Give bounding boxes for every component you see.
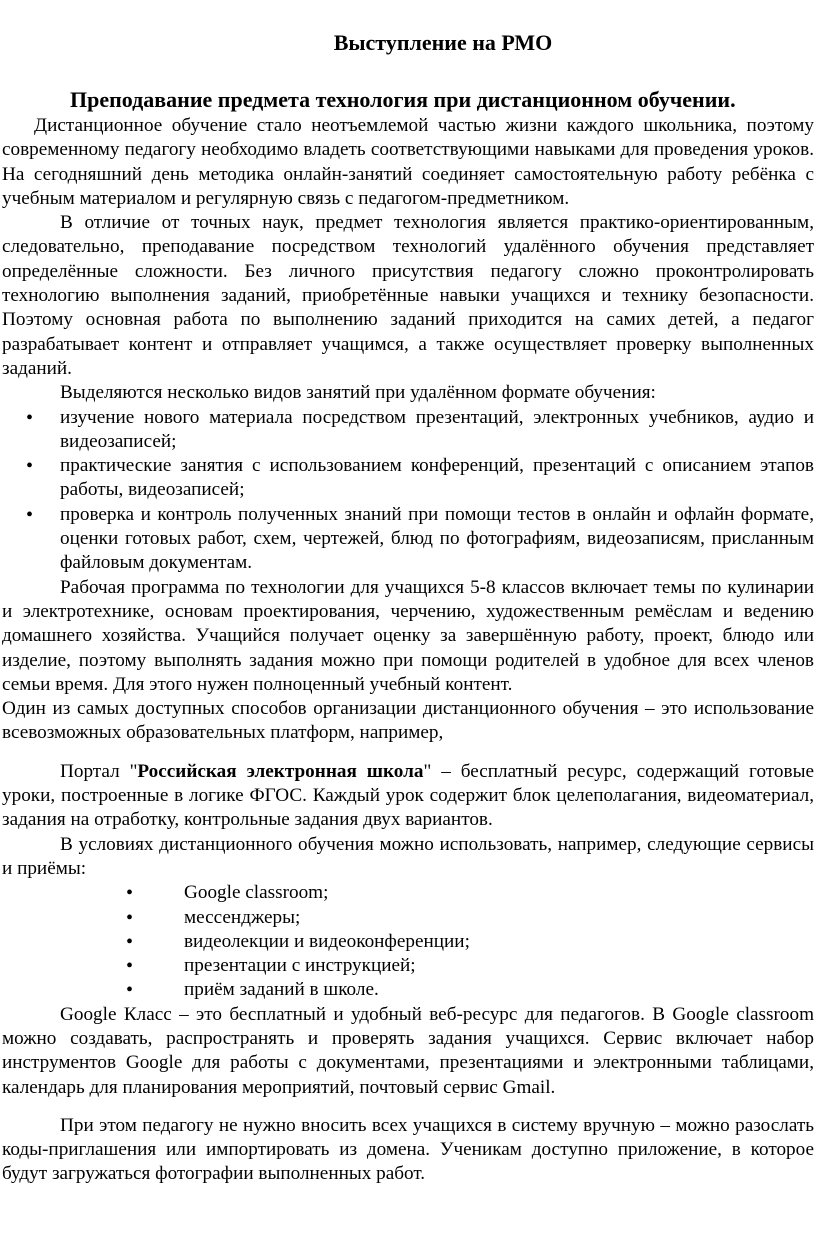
- portal-text-before: Портал ": [60, 760, 138, 782]
- paragraph-6: [2, 760, 814, 833]
- paragraph-9: При этом педагогу не нужно вносить всех учащихся в систему вручную – можно разослать коды-приглашения или импортировать из домена. Ученикам доступно приложение, в которое будут загружаться фотографии выполненных работ.: [2, 1114, 814, 1185]
- list-item: • Google classroom;: [2, 881, 814, 905]
- list-item: • презентации с инструкцией;: [2, 954, 814, 978]
- portal-text-after: " – бесплатный ресурс, содержащий готовые уроки, построенные в логике ФГОС. Каждый урок содержит блок целеполагания, видеоматериал, задания на отработку, контрольные задания двух вариантов.: [2, 760, 814, 831]
- document-subtitle: Преподавание предмета технология при дистанционном обучении.: [70, 87, 736, 112]
- portal-name: Российская электронная школа: [137, 760, 424, 782]
- list-item: • мессенджеры;: [2, 906, 814, 930]
- paragraph-2: В отличие от точных наук, предмет технология является практико-ориентированным, следовательно, преподавание посредством технологий удалённого обучения представляет определённые сложности. Без личного присутствия педагогу сложно проконтролировать технологию выполнения заданий, приобретённые навыки учащихся и технику безопасности. Поэтому основная работа по выполнению заданий приходится на самих детей, а педагог разрабатывает контент и отправляет учащимся, а также осуществляет проверку выполненных заданий.: [2, 212, 814, 379]
- page-title: Выступление на РМО: [333, 30, 553, 55]
- paragraph-1: Дистанционное обучение стало неотъемлемой частью жизни каждого школьника, поэтому современному педагогу необходимо владеть соответствующими навыками для проведения уроков. На сегодняшний день методика онлайн-занятий соединяет самостоятельную работу ребёнка с учебным материалом и регулярную связь с педагогом-предметником.: [2, 115, 814, 209]
- list-item: • приём заданий в школе.: [2, 978, 814, 1002]
- paragraph-7: В условиях дистанционного обучения можно использовать, например, следующие сервисы и приёмы:: [2, 833, 814, 879]
- paragraph-4: Рабочая программа по технологии для учащихся 5-8 классов включает темы по кулинарии и электротехнике, основам проектирования, черчению, художественным ремёслам и ведению домашнего хозяйства. Учащийся получает оценку за завершённую работу, проект, блюдо или изделие, поэтому выполнять задания можно при помощи родителей в удобное для всех членов семьи время. Для этого нужен полноценный учебный контент.: [2, 576, 814, 695]
- list-item: • изучение нового материала посредством презентаций, электронных учебников, аудио и видеозаписей;: [2, 406, 814, 455]
- paragraph-8: Google Класс – это бесплатный и удобный веб-ресурс для педагогов. В Google classroom можно создавать, распространять и проверять задания учащихся. Сервис включает набор инструментов Google для работы с документами, презентациями и электронными таблицами, календарь для планирования мероприятий, почтовый сервис Gmail.: [2, 1003, 814, 1098]
- list-item: • видеолекции и видеоконференции;: [2, 930, 814, 954]
- list-item: • проверка и контроль полученных знаний при помощи тестов в онлайн и офлайн формате, оценки готовых работ, схем, чертежей, блюд по фотографиям, видеозаписям, присланным файловым документам.: [2, 503, 814, 576]
- services-list: [2, 881, 814, 1002]
- lesson-types-list: [2, 406, 814, 576]
- paragraph-3: Выделяются несколько видов занятий при удалённом формате обучения:: [60, 382, 656, 404]
- document-body: [2, 114, 814, 1187]
- list-item: • практические занятия с использованием конференций, презентаций с описанием этапов работы, видеозаписей;: [2, 454, 814, 503]
- paragraph-5: Один из самых доступных способов организации дистанционного обучения – это использование всевозможных образовательных платформ, например,: [2, 698, 814, 744]
